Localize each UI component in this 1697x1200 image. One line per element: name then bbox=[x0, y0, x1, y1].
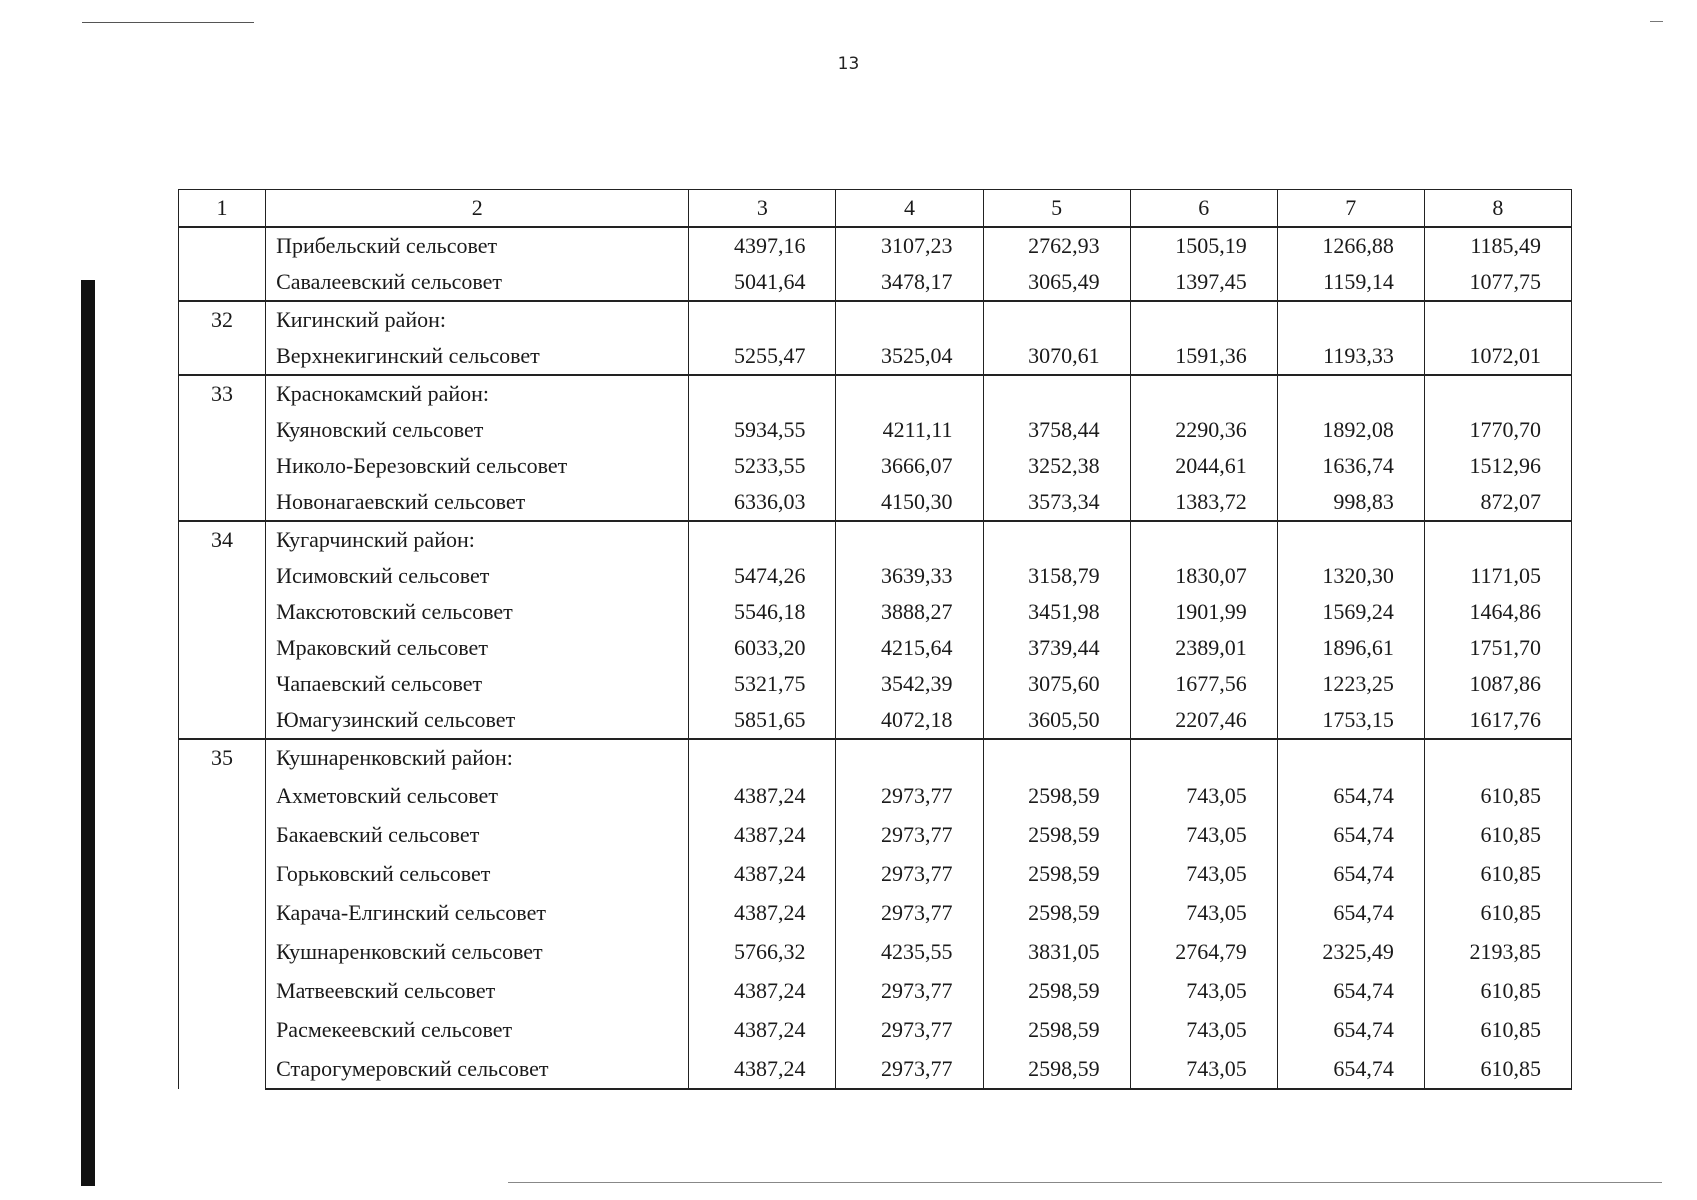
table-row bbox=[179, 484, 1572, 521]
value-cell: 2973,77 bbox=[836, 893, 983, 932]
value-cell: 1751,70 bbox=[1424, 630, 1571, 666]
value-cell: 3739,44 bbox=[983, 630, 1130, 666]
value-cell: 5934,55 bbox=[689, 412, 836, 448]
group-index: 34 bbox=[179, 521, 266, 739]
value-cell: 2598,59 bbox=[983, 854, 1130, 893]
column-header: 7 bbox=[1277, 190, 1424, 228]
value-cell: 1753,15 bbox=[1277, 702, 1424, 739]
value-cell: 872,07 bbox=[1424, 484, 1571, 521]
empty-cell bbox=[689, 375, 836, 412]
value-cell: 3478,17 bbox=[836, 264, 983, 301]
table-row bbox=[179, 412, 1572, 448]
table-row bbox=[179, 702, 1572, 739]
value-cell: 3065,49 bbox=[983, 264, 1130, 301]
value-cell: 5546,18 bbox=[689, 594, 836, 630]
empty-cell bbox=[1424, 521, 1571, 558]
value-cell: 3107,23 bbox=[836, 227, 983, 264]
empty-cell bbox=[983, 521, 1130, 558]
value-cell: 3573,34 bbox=[983, 484, 1130, 521]
settlement-name: Юмагузинский сельсовет bbox=[266, 702, 689, 739]
value-cell: 998,83 bbox=[1277, 484, 1424, 521]
column-header: 1 bbox=[179, 190, 266, 228]
scan-artifact-line bbox=[82, 22, 254, 23]
value-cell: 1512,96 bbox=[1424, 448, 1571, 484]
value-cell: 5851,65 bbox=[689, 702, 836, 739]
table-row bbox=[179, 666, 1572, 702]
value-cell: 654,74 bbox=[1277, 776, 1424, 815]
empty-cell bbox=[1277, 739, 1424, 776]
table-row bbox=[179, 776, 1572, 815]
value-cell: 4235,55 bbox=[836, 932, 983, 971]
value-cell: 5766,32 bbox=[689, 932, 836, 971]
value-cell: 1464,86 bbox=[1424, 594, 1571, 630]
value-cell: 3542,39 bbox=[836, 666, 983, 702]
value-cell: 1266,88 bbox=[1277, 227, 1424, 264]
value-cell: 1505,19 bbox=[1130, 227, 1277, 264]
value-cell: 2973,77 bbox=[836, 1049, 983, 1089]
value-cell: 2598,59 bbox=[983, 1049, 1130, 1089]
value-cell: 610,85 bbox=[1424, 1049, 1571, 1089]
empty-cell bbox=[836, 521, 983, 558]
value-cell: 3252,38 bbox=[983, 448, 1130, 484]
value-cell: 1185,49 bbox=[1424, 227, 1571, 264]
value-cell: 610,85 bbox=[1424, 854, 1571, 893]
value-cell: 743,05 bbox=[1130, 893, 1277, 932]
settlement-name: Савалеевский сельсовет bbox=[266, 264, 689, 301]
empty-cell bbox=[1424, 739, 1571, 776]
value-cell: 654,74 bbox=[1277, 815, 1424, 854]
value-cell: 3666,07 bbox=[836, 448, 983, 484]
settlement-name: Кушнаренковский сельсовет bbox=[266, 932, 689, 971]
empty-cell bbox=[983, 301, 1130, 338]
settlement-name: Матвеевский сельсовет bbox=[266, 971, 689, 1010]
group-index: 35 bbox=[179, 739, 266, 1089]
value-cell: 4387,24 bbox=[689, 815, 836, 854]
settlement-name: Исимовский сельсовет bbox=[266, 558, 689, 594]
value-cell: 1223,25 bbox=[1277, 666, 1424, 702]
district-name: Краснокамский район: bbox=[266, 375, 689, 412]
value-cell: 654,74 bbox=[1277, 1049, 1424, 1089]
settlement-name: Максютовский сельсовет bbox=[266, 594, 689, 630]
table-row bbox=[179, 739, 1572, 776]
value-cell: 743,05 bbox=[1130, 1010, 1277, 1049]
value-cell: 4150,30 bbox=[836, 484, 983, 521]
empty-cell bbox=[1130, 301, 1277, 338]
table-row bbox=[179, 264, 1572, 301]
value-cell: 1383,72 bbox=[1130, 484, 1277, 521]
value-cell: 2762,93 bbox=[983, 227, 1130, 264]
settlement-name: Куяновский сельсовет bbox=[266, 412, 689, 448]
value-cell: 1072,01 bbox=[1424, 338, 1571, 375]
empty-cell bbox=[983, 375, 1130, 412]
table-row bbox=[179, 521, 1572, 558]
value-cell: 5041,64 bbox=[689, 264, 836, 301]
value-cell: 1901,99 bbox=[1130, 594, 1277, 630]
table-body bbox=[179, 227, 1572, 1089]
value-cell: 5474,26 bbox=[689, 558, 836, 594]
value-cell: 1159,14 bbox=[1277, 264, 1424, 301]
value-cell: 4215,64 bbox=[836, 630, 983, 666]
scan-artifact-bar bbox=[81, 280, 95, 1186]
value-cell: 1770,70 bbox=[1424, 412, 1571, 448]
scan-artifact-line bbox=[508, 1182, 1662, 1183]
value-cell: 3888,27 bbox=[836, 594, 983, 630]
value-cell: 1892,08 bbox=[1277, 412, 1424, 448]
settlement-name: Верхнекигинский сельсовет bbox=[266, 338, 689, 375]
value-cell: 5321,75 bbox=[689, 666, 836, 702]
settlement-name: Новонагаевский сельсовет bbox=[266, 484, 689, 521]
value-cell: 1677,56 bbox=[1130, 666, 1277, 702]
value-cell: 743,05 bbox=[1130, 776, 1277, 815]
empty-cell bbox=[836, 301, 983, 338]
scan-artifact-line bbox=[1650, 21, 1663, 22]
value-cell: 1320,30 bbox=[1277, 558, 1424, 594]
value-cell: 4387,24 bbox=[689, 854, 836, 893]
empty-cell bbox=[1424, 301, 1571, 338]
value-cell: 3605,50 bbox=[983, 702, 1130, 739]
value-cell: 3451,98 bbox=[983, 594, 1130, 630]
value-cell: 610,85 bbox=[1424, 971, 1571, 1010]
table-row bbox=[179, 558, 1572, 594]
value-cell: 4397,16 bbox=[689, 227, 836, 264]
value-cell: 2764,79 bbox=[1130, 932, 1277, 971]
value-cell: 2973,77 bbox=[836, 1010, 983, 1049]
value-cell: 6336,03 bbox=[689, 484, 836, 521]
table-row bbox=[179, 854, 1572, 893]
value-cell: 2193,85 bbox=[1424, 932, 1571, 971]
value-cell: 3639,33 bbox=[836, 558, 983, 594]
value-cell: 654,74 bbox=[1277, 971, 1424, 1010]
value-cell: 1591,36 bbox=[1130, 338, 1277, 375]
value-cell: 2598,59 bbox=[983, 1010, 1130, 1049]
column-header: 8 bbox=[1424, 190, 1571, 228]
value-cell: 1830,07 bbox=[1130, 558, 1277, 594]
value-cell: 4211,11 bbox=[836, 412, 983, 448]
settlement-name: Старогумеровский сельсовет bbox=[266, 1049, 689, 1089]
value-cell: 743,05 bbox=[1130, 1049, 1277, 1089]
table-row bbox=[179, 301, 1572, 338]
value-cell: 610,85 bbox=[1424, 776, 1571, 815]
settlement-name: Карача-Елгинский сельсовет bbox=[266, 893, 689, 932]
district-name: Кугарчинский район: bbox=[266, 521, 689, 558]
column-header: 6 bbox=[1130, 190, 1277, 228]
value-cell: 610,85 bbox=[1424, 1010, 1571, 1049]
district-name: Кушнаренковский район: bbox=[266, 739, 689, 776]
column-header: 5 bbox=[983, 190, 1130, 228]
settlement-name: Николо-Березовский сельсовет bbox=[266, 448, 689, 484]
value-cell: 743,05 bbox=[1130, 971, 1277, 1010]
table-row bbox=[179, 1049, 1572, 1089]
value-cell: 4387,24 bbox=[689, 1010, 836, 1049]
value-cell: 2973,77 bbox=[836, 776, 983, 815]
empty-cell bbox=[1277, 375, 1424, 412]
empty-cell bbox=[689, 521, 836, 558]
value-cell: 1193,33 bbox=[1277, 338, 1424, 375]
value-cell: 3525,04 bbox=[836, 338, 983, 375]
empty-cell bbox=[1130, 521, 1277, 558]
settlement-name: Расмекеевский сельсовет bbox=[266, 1010, 689, 1049]
value-cell: 743,05 bbox=[1130, 854, 1277, 893]
value-cell: 2290,36 bbox=[1130, 412, 1277, 448]
value-cell: 3758,44 bbox=[983, 412, 1130, 448]
table-row bbox=[179, 815, 1572, 854]
settlement-name: Ахметовский сельсовет bbox=[266, 776, 689, 815]
value-cell: 2389,01 bbox=[1130, 630, 1277, 666]
data-table bbox=[178, 189, 1572, 1090]
table-row bbox=[179, 594, 1572, 630]
table-row bbox=[179, 971, 1572, 1010]
header-row bbox=[179, 190, 1572, 228]
value-cell: 3158,79 bbox=[983, 558, 1130, 594]
table-row bbox=[179, 630, 1572, 666]
value-cell: 4387,24 bbox=[689, 893, 836, 932]
value-cell: 5255,47 bbox=[689, 338, 836, 375]
table-row bbox=[179, 932, 1572, 971]
value-cell: 4387,24 bbox=[689, 971, 836, 1010]
empty-cell bbox=[1130, 375, 1277, 412]
empty-cell bbox=[689, 301, 836, 338]
value-cell: 1077,75 bbox=[1424, 264, 1571, 301]
group-index: 32 bbox=[179, 301, 266, 375]
value-cell: 654,74 bbox=[1277, 854, 1424, 893]
column-header: 4 bbox=[836, 190, 983, 228]
settlement-name: Горьковский сельсовет bbox=[266, 854, 689, 893]
settlement-name: Прибельский сельсовет bbox=[266, 227, 689, 264]
value-cell: 2598,59 bbox=[983, 776, 1130, 815]
empty-cell bbox=[1424, 375, 1571, 412]
value-cell: 3831,05 bbox=[983, 932, 1130, 971]
group-index bbox=[179, 227, 266, 301]
table-row bbox=[179, 338, 1572, 375]
value-cell: 2598,59 bbox=[983, 971, 1130, 1010]
value-cell: 4072,18 bbox=[836, 702, 983, 739]
value-cell: 5233,55 bbox=[689, 448, 836, 484]
value-cell: 2207,46 bbox=[1130, 702, 1277, 739]
value-cell: 1087,86 bbox=[1424, 666, 1571, 702]
value-cell: 2325,49 bbox=[1277, 932, 1424, 971]
value-cell: 3075,60 bbox=[983, 666, 1130, 702]
table-row bbox=[179, 375, 1572, 412]
table-row bbox=[179, 1010, 1572, 1049]
value-cell: 2598,59 bbox=[983, 893, 1130, 932]
value-cell: 4387,24 bbox=[689, 1049, 836, 1089]
empty-cell bbox=[1130, 739, 1277, 776]
empty-cell bbox=[983, 739, 1130, 776]
table-row bbox=[179, 227, 1572, 264]
value-cell: 2973,77 bbox=[836, 971, 983, 1010]
table-row bbox=[179, 448, 1572, 484]
value-cell: 1171,05 bbox=[1424, 558, 1571, 594]
value-cell: 1617,76 bbox=[1424, 702, 1571, 739]
column-header: 2 bbox=[266, 190, 689, 228]
settlement-name: Мраковский сельсовет bbox=[266, 630, 689, 666]
value-cell: 6033,20 bbox=[689, 630, 836, 666]
value-cell: 1636,74 bbox=[1277, 448, 1424, 484]
value-cell: 654,74 bbox=[1277, 1010, 1424, 1049]
column-header: 3 bbox=[689, 190, 836, 228]
table-row bbox=[179, 893, 1572, 932]
value-cell: 2044,61 bbox=[1130, 448, 1277, 484]
value-cell: 2973,77 bbox=[836, 815, 983, 854]
empty-cell bbox=[836, 739, 983, 776]
value-cell: 610,85 bbox=[1424, 815, 1571, 854]
settlement-name: Бакаевский сельсовет bbox=[266, 815, 689, 854]
value-cell: 3070,61 bbox=[983, 338, 1130, 375]
district-name: Кигинский район: bbox=[266, 301, 689, 338]
value-cell: 2598,59 bbox=[983, 815, 1130, 854]
empty-cell bbox=[689, 739, 836, 776]
empty-cell bbox=[1277, 521, 1424, 558]
empty-cell bbox=[1277, 301, 1424, 338]
group-index: 33 bbox=[179, 375, 266, 521]
value-cell: 610,85 bbox=[1424, 893, 1571, 932]
page-number: 13 bbox=[837, 54, 860, 74]
value-cell: 1397,45 bbox=[1130, 264, 1277, 301]
settlement-name: Чапаевский сельсовет bbox=[266, 666, 689, 702]
value-cell: 743,05 bbox=[1130, 815, 1277, 854]
value-cell: 4387,24 bbox=[689, 776, 836, 815]
empty-cell bbox=[836, 375, 983, 412]
value-cell: 1569,24 bbox=[1277, 594, 1424, 630]
value-cell: 2973,77 bbox=[836, 854, 983, 893]
value-cell: 654,74 bbox=[1277, 893, 1424, 932]
value-cell: 1896,61 bbox=[1277, 630, 1424, 666]
